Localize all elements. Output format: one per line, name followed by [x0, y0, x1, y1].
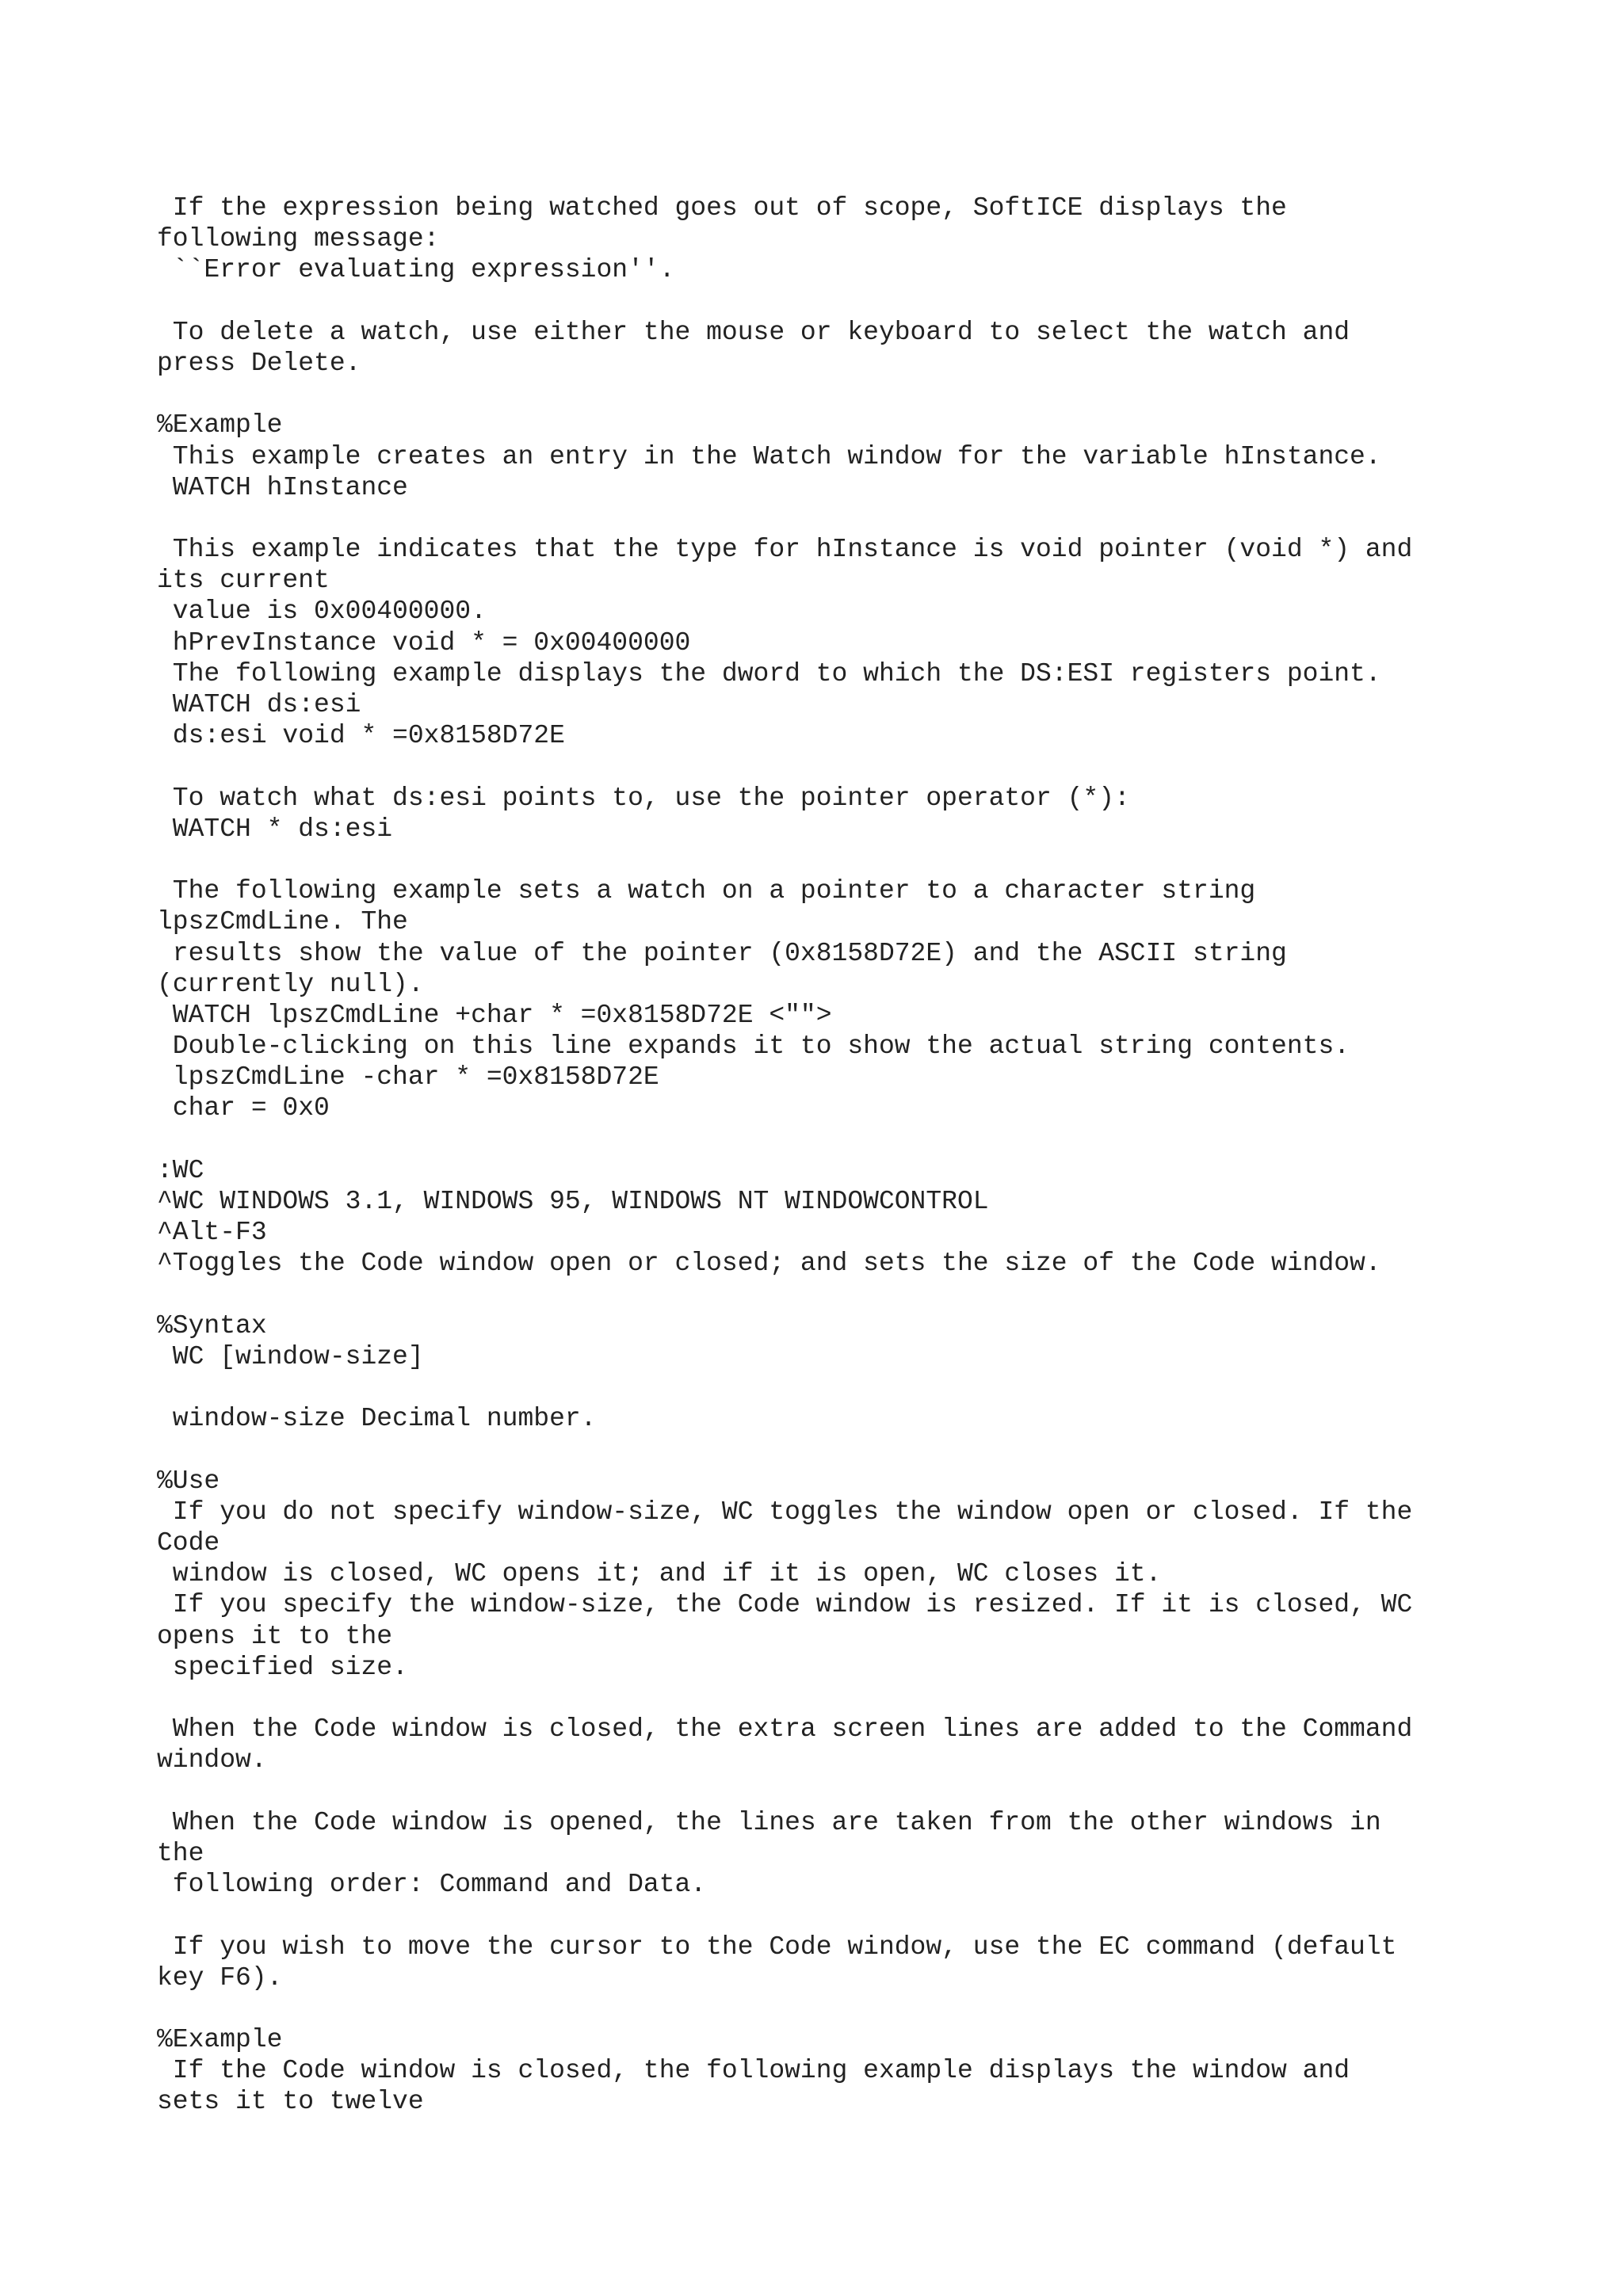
document-text-body: [157, 193, 1568, 2118]
text-line: [157, 1124, 1568, 1155]
text-line: If you wish to move the cursor to the Code window, use the EC command (default: [157, 1932, 1397, 1962]
text-line: [157, 1900, 1568, 1931]
text-line: the: [157, 1838, 204, 1868]
text-line: [157, 379, 1568, 410]
text-line: When the Code window is opened, the lines are taken from the other windows in: [157, 1807, 1381, 1837]
text-line: When the Code window is closed, the extra screen lines are added to the Command: [157, 1714, 1413, 1745]
text-line: WATCH hInstance: [157, 472, 408, 502]
text-line: [157, 1993, 1568, 2024]
text-line: To delete a watch, use either the mouse or keyboard to select the watch and: [157, 317, 1350, 347]
text-line: :WC: [157, 1155, 204, 1185]
text-line: window.: [157, 1745, 267, 1775]
text-line: results show the value of the pointer (0x8158D72E) and the ASCII string: [157, 938, 1287, 968]
text-line: ^Toggles the Code window open or closed; and sets the size of the Code window.: [157, 1249, 1381, 1279]
text-line: (currently null).: [157, 969, 424, 999]
text-line: [157, 1683, 1568, 1714]
text-line: ^Alt-F3: [157, 1218, 267, 1248]
text-line: [157, 1776, 1568, 1807]
text-line: WATCH ds:esi: [157, 690, 361, 719]
text-line: lpszCmdLine. The: [157, 907, 408, 937]
text-line: [157, 286, 1568, 317]
text-line: following message:: [157, 224, 440, 254]
text-line: specified size.: [157, 1652, 408, 1682]
text-line: To watch what ds:esi points to, use the pointer operator (*):: [157, 783, 1130, 813]
text-line: ``Error evaluating expression''.: [157, 255, 675, 285]
text-line: ds:esi void * =0x8158D72E: [157, 721, 565, 751]
text-line: char = 0x0: [157, 1093, 330, 1123]
text-line: The following example displays the dword to which the DS:ESI registers point.: [157, 658, 1381, 688]
text-line: This example indicates that the type for hInstance is void pointer (void *) and: [157, 535, 1413, 565]
text-line: %Syntax: [157, 1310, 267, 1341]
text-line: window is closed, WC opens it; and if it is open, WC closes it.: [157, 1559, 1162, 1589]
text-line: value is 0x00400000.: [157, 597, 487, 627]
text-line: This example creates an entry in the Watch window for the variable hInstance.: [157, 441, 1381, 471]
text-line: lpszCmdLine -char * =0x8158D72E: [157, 1062, 659, 1093]
text-line: [157, 845, 1568, 875]
text-line: If the expression being watched goes out of scope, SoftICE displays the: [157, 193, 1287, 223]
text-line: ^WC WINDOWS 3.1, WINDOWS 95, WINDOWS NT WINDOWCONTROL: [157, 1187, 989, 1216]
text-line: [157, 1435, 1568, 1466]
text-line: WC [window-size]: [157, 1341, 424, 1371]
text-line: [157, 1372, 1568, 1403]
text-line: window-size Decimal number.: [157, 1404, 597, 1434]
text-line: key F6).: [157, 1962, 283, 1993]
text-line: %Use: [157, 1466, 220, 1496]
text-line: %Example: [157, 2025, 283, 2055]
text-line: If the Code window is closed, the following example displays the window and: [157, 2056, 1350, 2086]
text-line: Code: [157, 1528, 220, 1558]
text-line: press Delete.: [157, 348, 361, 378]
text-line: If you do not specify window-size, WC toggles the window open or closed. If the: [157, 1497, 1413, 1527]
text-line: opens it to the: [157, 1621, 393, 1651]
text-line: %Example: [157, 410, 283, 441]
text-line: If you specify the window-size, the Code window is resized. If it is closed, WC: [157, 1590, 1413, 1620]
text-line: sets it to twelve: [157, 2087, 424, 2117]
text-line: WATCH lpszCmdLine +char * =0x8158D72E <"">: [157, 1000, 832, 1030]
text-line: [157, 1280, 1568, 1310]
text-line: its current: [157, 566, 330, 596]
text-line: WATCH * ds:esi: [157, 814, 393, 844]
text-line: [157, 751, 1568, 782]
text-line: [157, 503, 1568, 534]
text-line: Double-clicking on this line expands it to show the actual string contents.: [157, 1032, 1350, 1062]
text-line: hPrevInstance void * = 0x00400000: [157, 627, 691, 658]
text-line: following order: Command and Data.: [157, 1870, 707, 1900]
text-line: The following example sets a watch on a pointer to a character string: [157, 876, 1256, 906]
